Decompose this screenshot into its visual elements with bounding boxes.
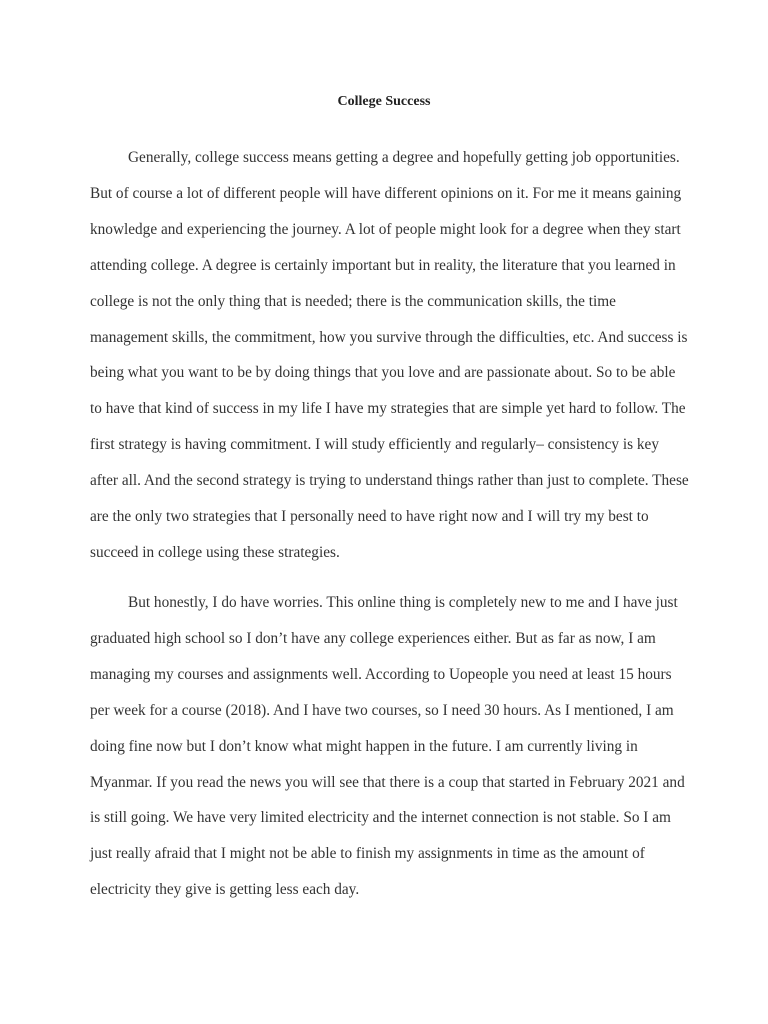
paragraph-2: But honestly, I do have worries. This online thing is completely new to me and I have just graduated high school so I don’t have any college experiences either. But as far as now, I am managing my courses and assignments well. According to Uopeople you need at least 15 hours per week for a course (2018). And I have two courses, so I need 30 hours. As I mentioned, I am doing fine now but I don’t know what might happen in the future. I am currently living in Myanmar. If you read the news you will see that there is a coup that started in February 2021 and is still going. We have very limited electricity and the internet connection is not stable. So I am just really afraid that I might not be able to finish my assignments in time as the amount of electricity they give is getting less each day.	[90, 594, 685, 899]
paragraph-1: Generally, college success means getting a degree and hopefully getting job opportunities. But of course a lot of different people will have different opinions on it. For me it means gaining knowledge and experiencing the journey. A lot of people might look for a degree when they start attending college. A degree is certainly important but in reality, the literature that you learned in college is not the only thing that is needed; there is the communication skills, the time management skills, the commitment, how you survive through the difficulties, etc. And success is being what you want to be by doing things that you love and are passionate about. So to be able to have that kind of success in my life I have my strategies that are simple yet hard to follow. The first strategy is having commitment. I will study efficiently and regularly– consistency is key after all. And the second strategy is trying to understand things rather than just to complete. These are the only two strategies that I personally need to have right now and I will try my best to succeed in college using these strategies.	[90, 149, 689, 561]
document-title: College Success	[337, 94, 431, 109]
